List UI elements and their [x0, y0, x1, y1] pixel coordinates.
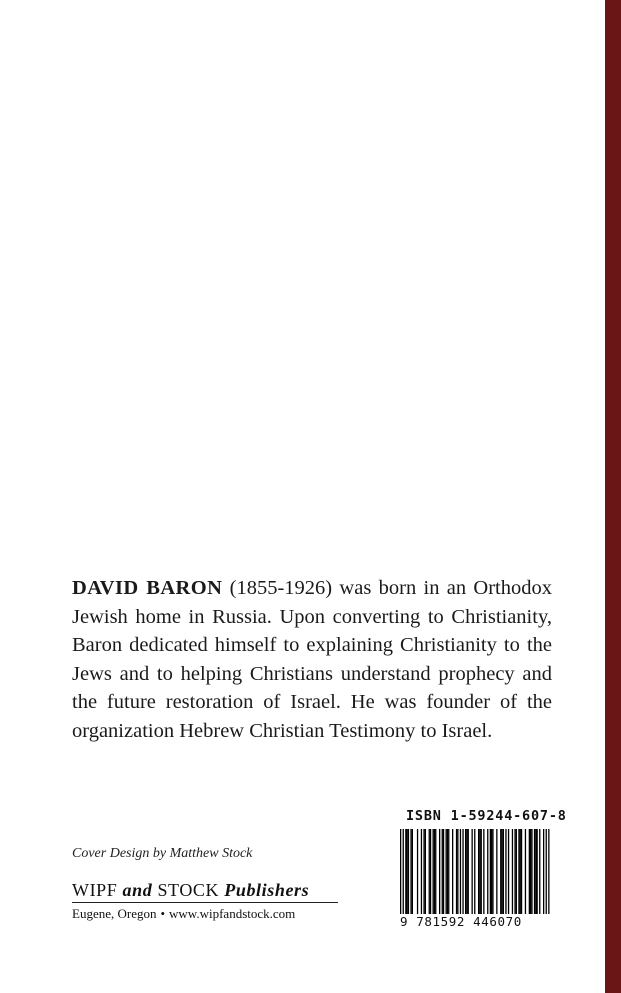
publisher-part-1: WIPF — [72, 880, 118, 900]
barcode-bar — [442, 829, 443, 917]
barcode-bar — [539, 829, 540, 917]
bio-text: (1855-1926) was born in an Orthodox Jewish home in Russia. Upon converting to Christianity, Baron dedicated himself to explaining Christianity to the Jews and to helping Christians understand prophecy and the future restoration of Israel. He was founder of the organization Hebrew Christian Testimony to Israel. — [72, 577, 552, 742]
barcode-bar — [505, 829, 506, 917]
barcode-bar — [490, 829, 491, 917]
barcode-bar — [501, 829, 502, 917]
cover-credit: Cover Design by Matthew Stock — [72, 846, 253, 861]
publisher-address — [72, 906, 340, 922]
publisher-part-2: and — [122, 880, 153, 900]
barcode-bar — [417, 829, 418, 917]
barcode-bar — [405, 829, 406, 917]
barcode-bar — [443, 829, 444, 917]
barcode-bar — [410, 829, 411, 917]
barcode-bar — [423, 829, 424, 917]
barcode-bar — [520, 829, 521, 917]
barcode-bar — [512, 829, 513, 917]
barcode-bar — [478, 829, 479, 917]
barcode-bar — [518, 829, 519, 917]
barcode-bar — [430, 829, 431, 917]
publisher-name — [72, 880, 338, 903]
barcode-bar — [534, 829, 535, 917]
barcode-bar — [439, 829, 440, 917]
barcode-bar — [435, 829, 436, 917]
barcode-bar — [407, 829, 408, 917]
barcode-bar — [529, 829, 530, 917]
barcode-bar — [468, 829, 469, 917]
publisher-website: www.wipfandstock.com — [169, 906, 296, 921]
barcode-bar — [496, 829, 497, 917]
barcode-bar — [447, 829, 448, 917]
barcode-bar — [514, 829, 515, 917]
barcode-bar — [479, 829, 480, 917]
barcode-bar — [492, 829, 493, 917]
barcode-bar — [543, 829, 544, 917]
barcode-bar — [421, 829, 422, 917]
barcode-bar — [446, 829, 447, 917]
barcode-bar — [481, 829, 482, 917]
bullet-separator: • — [160, 906, 166, 921]
barcode-bar — [525, 829, 526, 917]
barcode-bar — [530, 829, 531, 917]
barcode-bar — [503, 829, 504, 917]
barcode-bar — [487, 829, 488, 917]
barcode-bar — [425, 829, 426, 917]
spine-stripe — [605, 0, 621, 993]
barcode-bar — [537, 829, 538, 917]
barcode-bar — [531, 829, 532, 917]
barcode-bar — [516, 829, 517, 917]
barcode-bar — [521, 829, 522, 917]
barcode-bar — [460, 829, 461, 917]
barcode-bar — [408, 829, 409, 917]
barcode-bar — [448, 829, 449, 917]
barcode-number: 9 781592 446070 — [398, 914, 556, 929]
barcode-bar — [508, 829, 509, 917]
author-name: DAVID BARON — [72, 577, 223, 599]
barcode-bar — [434, 829, 435, 917]
barcode-bar — [433, 829, 434, 917]
isbn-label: ISBN 1-59244-607-8 — [406, 808, 567, 824]
barcode-bar — [535, 829, 536, 917]
author-bio — [72, 574, 552, 746]
barcode-bar — [472, 829, 473, 917]
barcode-bar — [429, 829, 430, 917]
barcode-bar — [457, 829, 458, 917]
barcode-bar — [483, 829, 484, 917]
publisher-part-3: STOCK — [157, 880, 220, 900]
barcode-bar — [500, 829, 501, 917]
barcode-bar — [456, 829, 457, 917]
publisher-location: Eugene, Oregon — [72, 906, 157, 921]
barcode-bar — [452, 829, 453, 917]
barcode-bar — [462, 829, 463, 917]
barcode-bar — [412, 829, 413, 917]
barcode-bar — [491, 829, 492, 917]
barcode-bar — [466, 829, 467, 917]
barcode-bar — [465, 829, 466, 917]
publisher-part-4: Publishers — [224, 880, 310, 900]
